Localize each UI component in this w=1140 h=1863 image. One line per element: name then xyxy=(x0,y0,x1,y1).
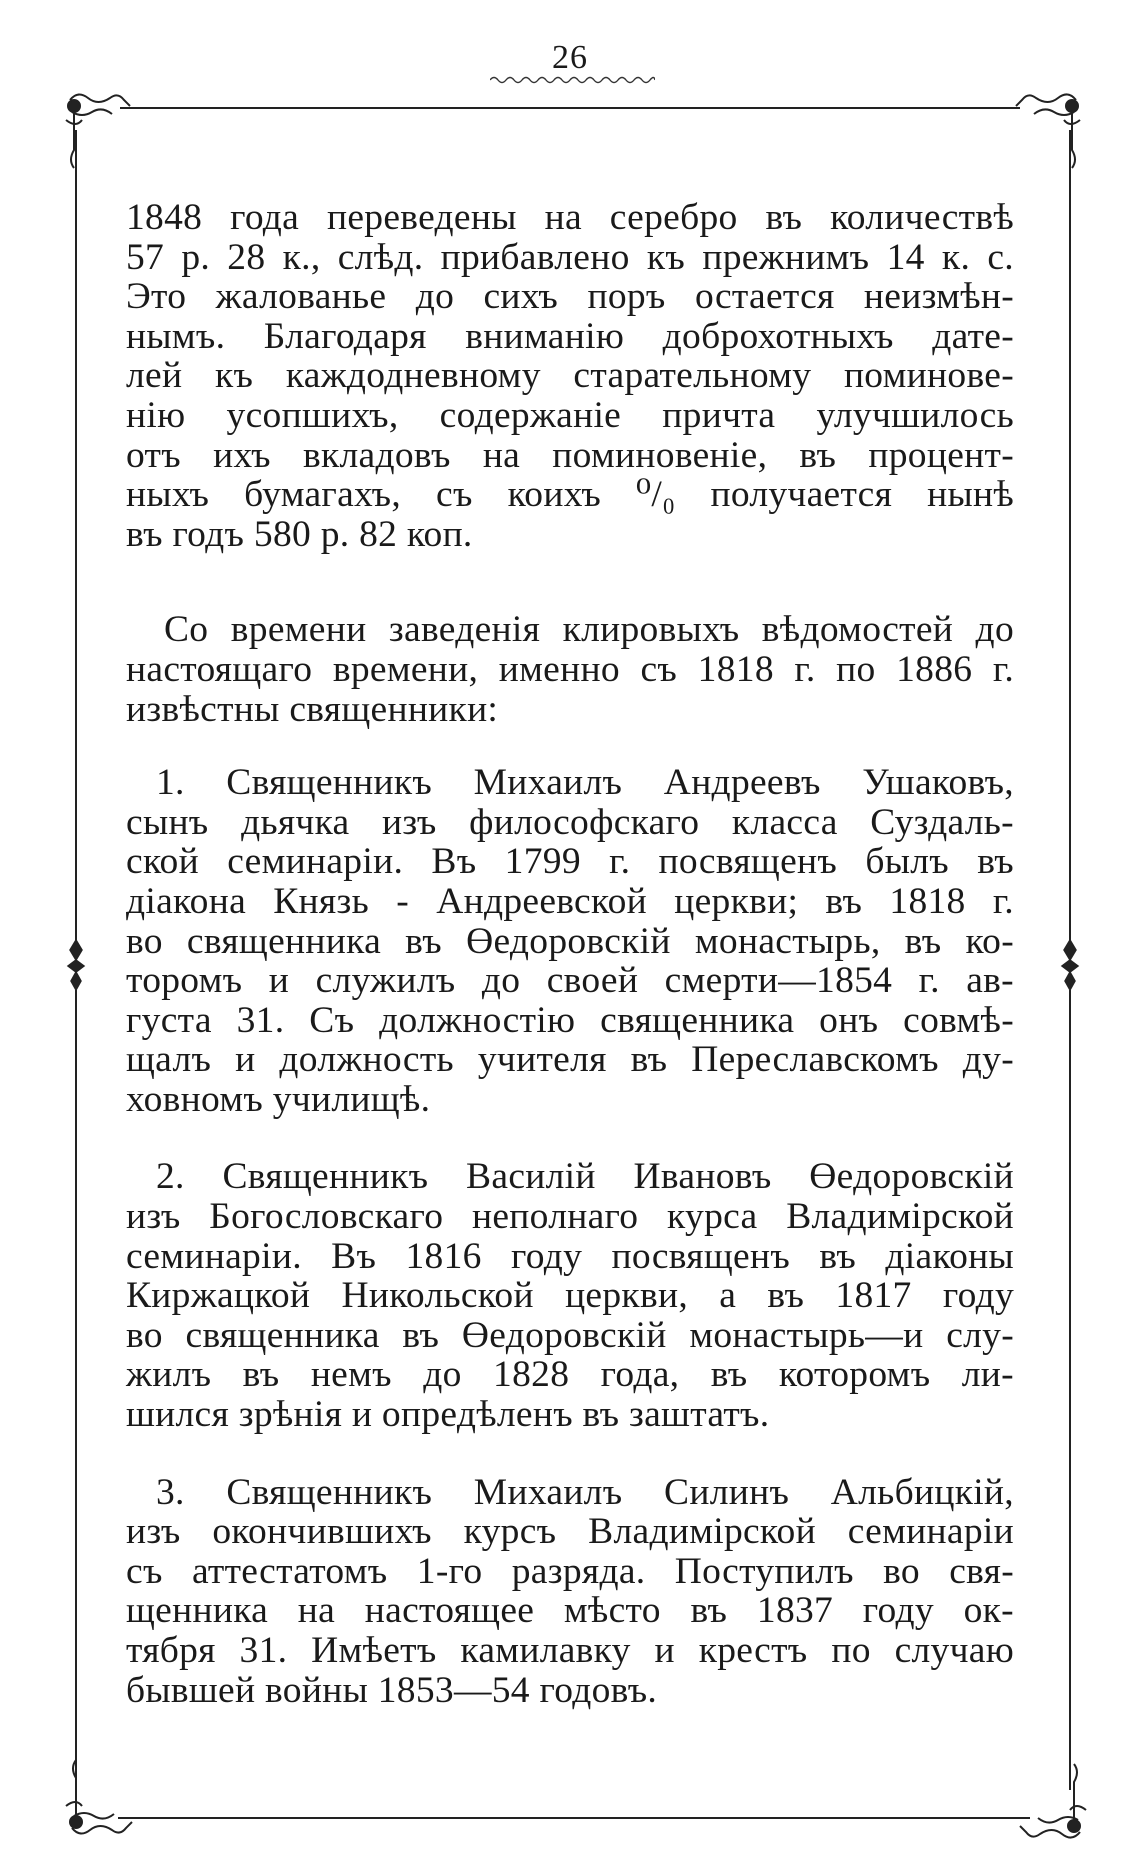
text-line: ховномъ училищѣ. xyxy=(126,1078,431,1120)
text-line: семинаріи. Въ 1816 году посвященъ въ діаконы xyxy=(126,1235,1014,1277)
text-line: во священника въ Өедоровскій монастырь, въ ко- xyxy=(126,920,1014,962)
page-body xyxy=(126,198,1014,1710)
paragraph-priest-fedorovsky xyxy=(126,1157,1014,1434)
text-line: бывшей войны 1853—54 годовъ. xyxy=(126,1669,658,1711)
text-line: торомъ и служилъ до своей смерти—1854 г. ав- xyxy=(126,960,1014,1002)
text-line: густа 31. Съ должностію священника онъ совмѣ- xyxy=(126,999,1014,1041)
text-line: нымъ. Благодаря вниманію доброхотныхъ дате- xyxy=(126,315,1014,357)
text-line: щенника на настоящее мѣсто въ 1837 году ок- xyxy=(126,1590,1014,1632)
paragraph-priest-ushakov xyxy=(126,763,1014,1119)
text-line: въ годъ 580 р. 82 коп. xyxy=(126,513,473,555)
page-number-wavy-rule xyxy=(490,74,655,84)
text-line: шился зрѣнія и опредѣленъ въ заштатъ. xyxy=(126,1394,770,1436)
text-line: во священника въ Өедоровскій монастырь—и слу- xyxy=(126,1314,1014,1356)
text-line: изъ окончившихъ курсъ Владимірской семинаріи xyxy=(126,1511,1014,1553)
text-line: настоящаго времени, именно съ 1818 г. по 1886 г. xyxy=(126,648,1014,690)
text-line: 57 р. 28 к., слѣд. прибавлено къ прежнимъ 14 к. с. xyxy=(126,236,1014,278)
text-line: съ аттестатомъ 1-го разряда. Поступилъ во свя- xyxy=(126,1550,1014,1592)
corner-ornament-bottom-left xyxy=(66,1760,132,1834)
text-line: Киржацкой Никольской церкви, а въ 1817 году xyxy=(126,1275,1014,1317)
text-line: нію усопшихъ, содержаніе причта улучшилось xyxy=(126,394,1014,436)
paragraph-salary xyxy=(126,198,1014,554)
page-number: 26 xyxy=(552,39,588,76)
text-line: 1848 года переведены на серебро въ количествѣ xyxy=(126,197,1015,238)
text-line: сынъ дьячка изъ философскаго класса Суздаль- xyxy=(126,801,1014,843)
text-line: 1. Священникъ Михаилъ Андреевъ Ушаковъ, xyxy=(156,762,1014,804)
text-line: ныхъ бумагахъ, съ коихъ ⁰/₀ получается нынѣ xyxy=(126,474,1015,516)
text-line: ской семинаріи. Въ 1799 г. посвященъ былъ въ xyxy=(126,841,1014,883)
text-line: жилъ въ немъ до 1828 года, въ которомъ ли- xyxy=(126,1354,1014,1396)
text-line: 2. Священникъ Василій Ивановъ Өедоровскій xyxy=(156,1156,1014,1198)
text-line: щалъ и должность учителя въ Переславскомъ ду- xyxy=(126,1039,1014,1081)
side-ornament-right xyxy=(1062,940,1078,990)
text-line: отъ ихъ вкладовъ на поминовеніе, въ процент- xyxy=(126,434,1015,476)
text-line: изъ Богословскаго неполнаго курса Владимірской xyxy=(126,1196,1014,1238)
text-line: тября 31. Имѣетъ камилавку и крестъ по случаю xyxy=(126,1630,1015,1671)
text-line: лей къ каждодневному старательному поминове- xyxy=(126,355,1014,397)
text-line: Со времени заведенія клировыхъ вѣдомостей до xyxy=(164,609,1014,651)
side-ornament-left xyxy=(68,940,84,990)
text-line: Это жалованье до сихъ поръ остается неизмѣн- xyxy=(126,276,1015,318)
text-line: извѣстны священники: xyxy=(126,688,499,730)
corner-ornament-top-left xyxy=(66,94,130,168)
corner-ornament-bottom-right xyxy=(1020,1764,1086,1838)
text-line: 3. Священникъ Михаилъ Силинъ Альбицкій, xyxy=(156,1471,1014,1513)
paragraph-known-priests-intro xyxy=(126,610,1014,729)
paragraph-priest-albitsky xyxy=(126,1473,1014,1711)
text-line: діакона Князь - Андреевской церкви; въ 1818 г. xyxy=(126,880,1014,922)
corner-ornament-top-right xyxy=(1016,94,1080,168)
